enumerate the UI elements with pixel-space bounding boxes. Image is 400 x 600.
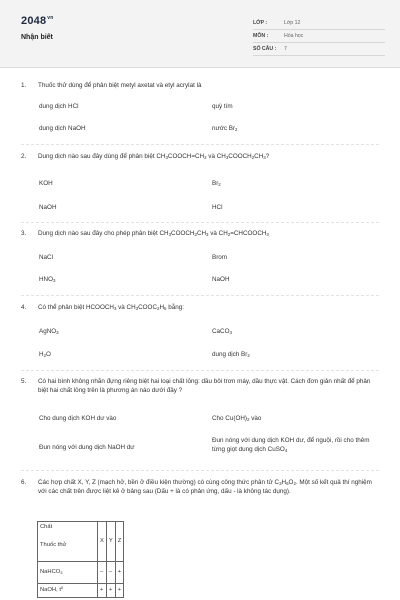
answer-option-d[interactable]: Đun nóng với dung dịch KOH dư, để nguội, rồi cho thêm từng giọt dung dịch CuSO$_4$ [212,437,370,453]
answer-option-a[interactable]: KOH [39,180,53,187]
answer-option-d[interactable]: nước $Br_2$ [212,125,238,132]
brand-suffix: vn [47,15,54,22]
answer-option-a[interactable]: NaCl [39,254,53,261]
question-text: Có thể phân biệt $HCOOCH_3$ và $CH_3COOC_2H_5$ bằng: [38,304,184,311]
answer-option-c[interactable]: $HNO_3$ [39,276,56,283]
table-cell: + [115,584,124,598]
table-row-label: NaHCO$_3$ [38,562,98,584]
meta-key: MÔN : [253,32,269,39]
question-number: 1. [21,82,27,89]
answer-option-a[interactable]: Cho dung dịch KOH dư vào [39,415,117,422]
table-column-header: X [98,522,107,562]
page-subtitle: Nhận biết [21,34,53,41]
answer-option-d[interactable]: HCl [212,204,223,211]
answer-option-d[interactable]: dung dịch $Br_2$ [212,351,250,358]
table-header-label: Thuốc thử [40,541,67,548]
meta-key: LỚP : [253,19,268,26]
question-divider [21,222,379,223]
page-header [0,0,400,68]
question-number: 2. [21,153,27,160]
table-cell: – [106,562,115,584]
question-4 [21,304,379,313]
answer-option-b[interactable]: $Br_2$ [212,180,221,187]
question-number: 5. [21,378,27,385]
table-cell: + [115,562,124,584]
table-header-label: Chất [40,524,53,530]
question-number: 4. [21,304,27,311]
meta-key: SỐ CÂU : [253,45,277,52]
question-divider [21,470,379,471]
answer-option-b[interactable]: CaCO$_3$ [212,328,232,335]
answer-option-a[interactable]: AgNO$_3$ [39,328,59,335]
divider [253,55,385,56]
question-text: Các hợp chất X, Y, Z (mạch hở, bền ở điều kiện thường) có cùng công thức phân tử $C_3H_6O_2$. Một số kết quả thí nghiệm với các chất trên được liệt kê ở bảng sau (Dấu + là có phản ứng, dấu - là không tác dụng). [38,479,372,495]
question-divider [21,370,379,371]
table-column-header: Y [106,522,115,562]
meta-value: 7 [284,45,287,52]
table-cell: + [98,584,107,598]
question-text: Có hai bình không nhãn đựng riêng biệt hai loại chất lỏng: dầu bôi trơn máy, dầu thực vật. Cách đơn giản nhất để phân biệt hai chất lỏng trên là phương án nào dưới đây ? [38,378,371,394]
question-5 [21,378,379,395]
answer-option-c[interactable]: Đun nóng với dung dịch NaOH dư [39,444,135,451]
answer-option-c[interactable]: $H_2O$ [39,351,51,358]
question-text: Dung dịch nào sau đây cho phép phân biệt $CH_3COOCH_2CH_3$ và $CH_2=CHCOOCH_3$ [38,230,269,237]
quiz-meta [253,17,383,56]
question-3 [21,230,379,239]
table-row-label: NaOH, $t^0$ [38,584,98,598]
answer-option-b[interactable]: Cho $Cu(OH)_2$ vào [212,415,262,422]
question-6 [21,479,379,496]
divider [253,42,385,43]
reaction-table [37,521,124,598]
question-divider [21,144,379,145]
table-header-row [38,522,124,562]
question-1 [21,82,379,91]
answer-option-b[interactable]: Brom [212,254,228,261]
divider [253,29,385,30]
answer-option-a[interactable]: dung dịch HCl [39,103,79,110]
question-text: Dung dịch nào sau đây dùng để phân biệt $CH_3COOCH=CH_2$ và $CH_3COOCH_2CH_3$? [38,153,270,160]
question-2 [21,153,379,162]
table-column-header: Z [115,522,124,562]
brand-name: 2048 [21,15,47,27]
table-cell: – [98,562,107,584]
answer-option-b[interactable]: quỳ tím [212,103,233,110]
answer-option-c[interactable]: NaOH [39,204,57,211]
answer-option-d[interactable]: NaOH [212,276,230,283]
table-cell: + [106,584,115,598]
meta-value: Lớp 12 [284,19,301,26]
question-text: Thuốc thử dùng để phân biệt metyl axetat và etyl acrylat là [38,82,202,89]
question-number: 3. [21,230,27,237]
table-row [38,562,124,584]
table-corner-cell [38,522,98,562]
meta-value: Hóa học [284,32,304,39]
answer-option-c[interactable]: dung dịch NaOH [39,125,86,132]
question-divider [21,295,379,296]
table-row [38,584,124,598]
question-number: 6. [21,479,27,486]
site-logo[interactable] [21,14,54,29]
